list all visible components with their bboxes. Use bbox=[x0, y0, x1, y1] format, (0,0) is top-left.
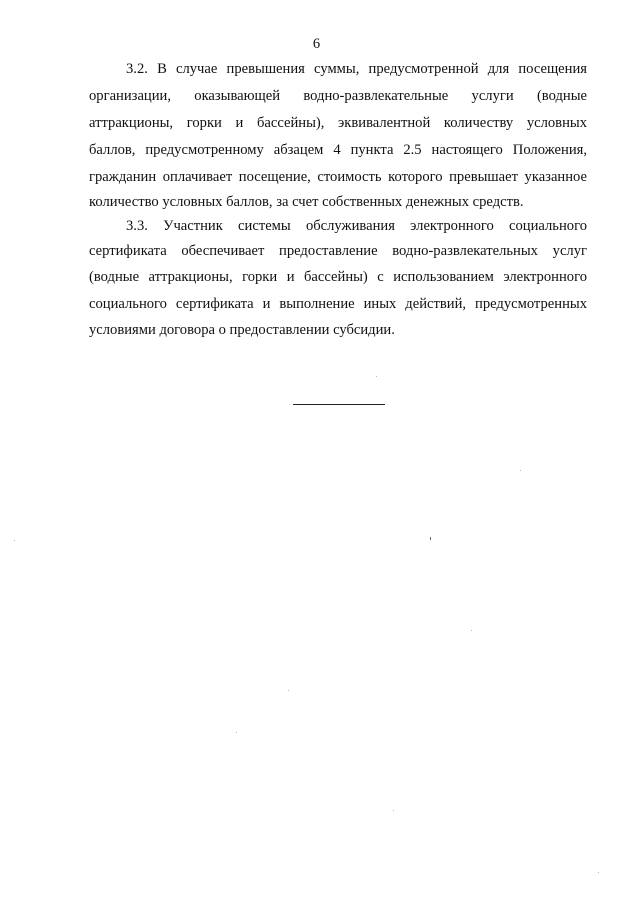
paragraph-3-3-line-4: социального сертификата и выполнение иных действий, предусмотренных bbox=[89, 296, 587, 312]
scan-speck bbox=[376, 376, 377, 377]
scan-speck bbox=[236, 732, 237, 733]
paragraph-3-2-line-2: организации, оказывающей водно-развлекательные услуги (водные bbox=[89, 88, 587, 104]
scan-speck bbox=[471, 630, 472, 631]
paragraph-3-3-line-5: условиями договора о предоставлении субсидии. bbox=[89, 322, 395, 338]
paragraph-3-3-line-2: сертификата обеспечивает предоставление водно-развлекательных услуг bbox=[89, 243, 587, 259]
end-of-text-rule bbox=[293, 404, 385, 405]
scan-speck bbox=[393, 810, 394, 811]
paragraph-3-3-line-1: 3.3. Участник системы обслуживания электронного социального bbox=[126, 218, 587, 234]
scan-speck bbox=[14, 540, 15, 541]
paragraph-3-2-line-6: количество условных баллов, за счет собственных денежных средств. bbox=[89, 194, 524, 210]
paragraph-3-2-line-1: 3.2. В случае превышения суммы, предусмотренной для посещения bbox=[126, 61, 587, 77]
paragraph-3-2-line-4: баллов, предусмотренному абзацем 4 пункта 2.5 настоящего Положения, bbox=[89, 142, 587, 158]
page-number: 6 bbox=[312, 36, 321, 52]
paragraph-3-2-line-5: гражданин оплачивает посещение, стоимость которого превышает указанное bbox=[89, 169, 587, 185]
scan-speck bbox=[430, 537, 431, 540]
paragraph-3-3-line-3: (водные аттракционы, горки и бассейны) с использованием электронного bbox=[89, 269, 587, 285]
scan-speck bbox=[598, 872, 599, 873]
scan-speck bbox=[520, 470, 521, 471]
paragraph-3-2-line-3: аттракционы, горки и бассейны), эквивалентной количеству условных bbox=[89, 115, 587, 131]
scan-speck bbox=[288, 690, 289, 691]
